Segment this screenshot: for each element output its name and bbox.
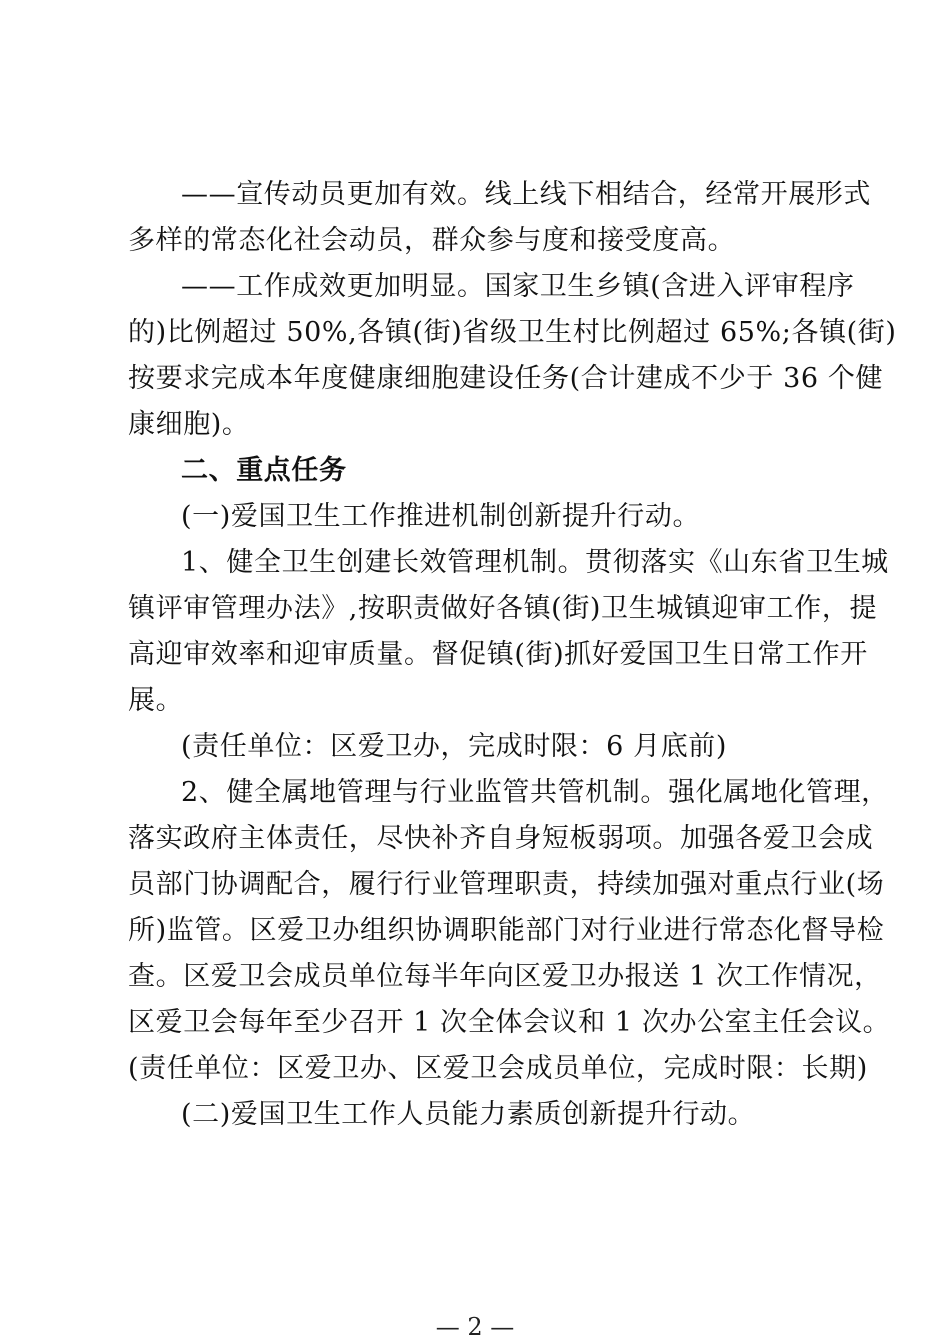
paragraph-line: 多样的常态化社会动员，群众参与度和接受度高。 [128, 225, 736, 256]
paragraph-line: 查。区爱卫会成员单位每半年向区爱卫办报送 1 次工作情况， [128, 961, 882, 992]
paragraph-line: 所)监管。区爱卫办组织协调职能部门对行业进行常态化督导检 [128, 915, 885, 946]
page-number: — 2 — [435, 1313, 515, 1341]
paragraph-line: 2、健全属地管理与行业监管共管机制。强化属地化管理， [181, 777, 889, 808]
paragraph-line: 员部门协调配合，履行行业管理职责，持续加强对重点行业(场 [128, 869, 885, 900]
paragraph-line: 落实政府主体责任，尽快补齐自身短板弱项。加强各爱卫会成 [128, 823, 874, 854]
paragraph-line: 的)比例超过 50%,各镇(街)省级卫生村比例超过 65%;各镇(街) [128, 317, 897, 348]
paragraph-line: 展。 [128, 685, 184, 716]
paragraph-line: ——工作成效更加明显。国家卫生乡镇(含进入评审程序 [181, 271, 855, 302]
paragraph-line: ——宣传动员更加有效。线上线下相结合，经常开展形式 [181, 179, 871, 210]
subsection-heading: (二)爱国卫生工作人员能力素质创新提升行动。 [181, 1099, 756, 1130]
paragraph-line: 1、健全卫生创建长效管理机制。贯彻落实《山东省卫生城 [181, 547, 889, 578]
responsibility-note: (责任单位：区爱卫办、区爱卫会成员单位，完成时限：长期) [128, 1053, 868, 1084]
subsection-heading: (一)爱国卫生工作推进机制创新提升行动。 [181, 501, 701, 532]
section-heading: 二、重点任务 [181, 455, 347, 486]
paragraph-line: 康细胞)。 [128, 409, 250, 440]
responsibility-note: (责任单位：区爱卫办，完成时限：6 月底前) [181, 731, 728, 762]
paragraph-line: 镇评审管理办法》,按职责做好各镇(街)卫生城镇迎审工作，提 [128, 593, 878, 624]
paragraph-line: 按要求完成本年度健康细胞建设任务(合计建成不少于 36 个健 [128, 363, 884, 394]
paragraph-line: 高迎审效率和迎审质量。督促镇(街)抓好爱国卫生日常工作开 [128, 639, 868, 670]
paragraph-line: 区爱卫会每年至少召开 1 次全体会议和 1 次办公室主任会议。 [128, 1007, 891, 1038]
